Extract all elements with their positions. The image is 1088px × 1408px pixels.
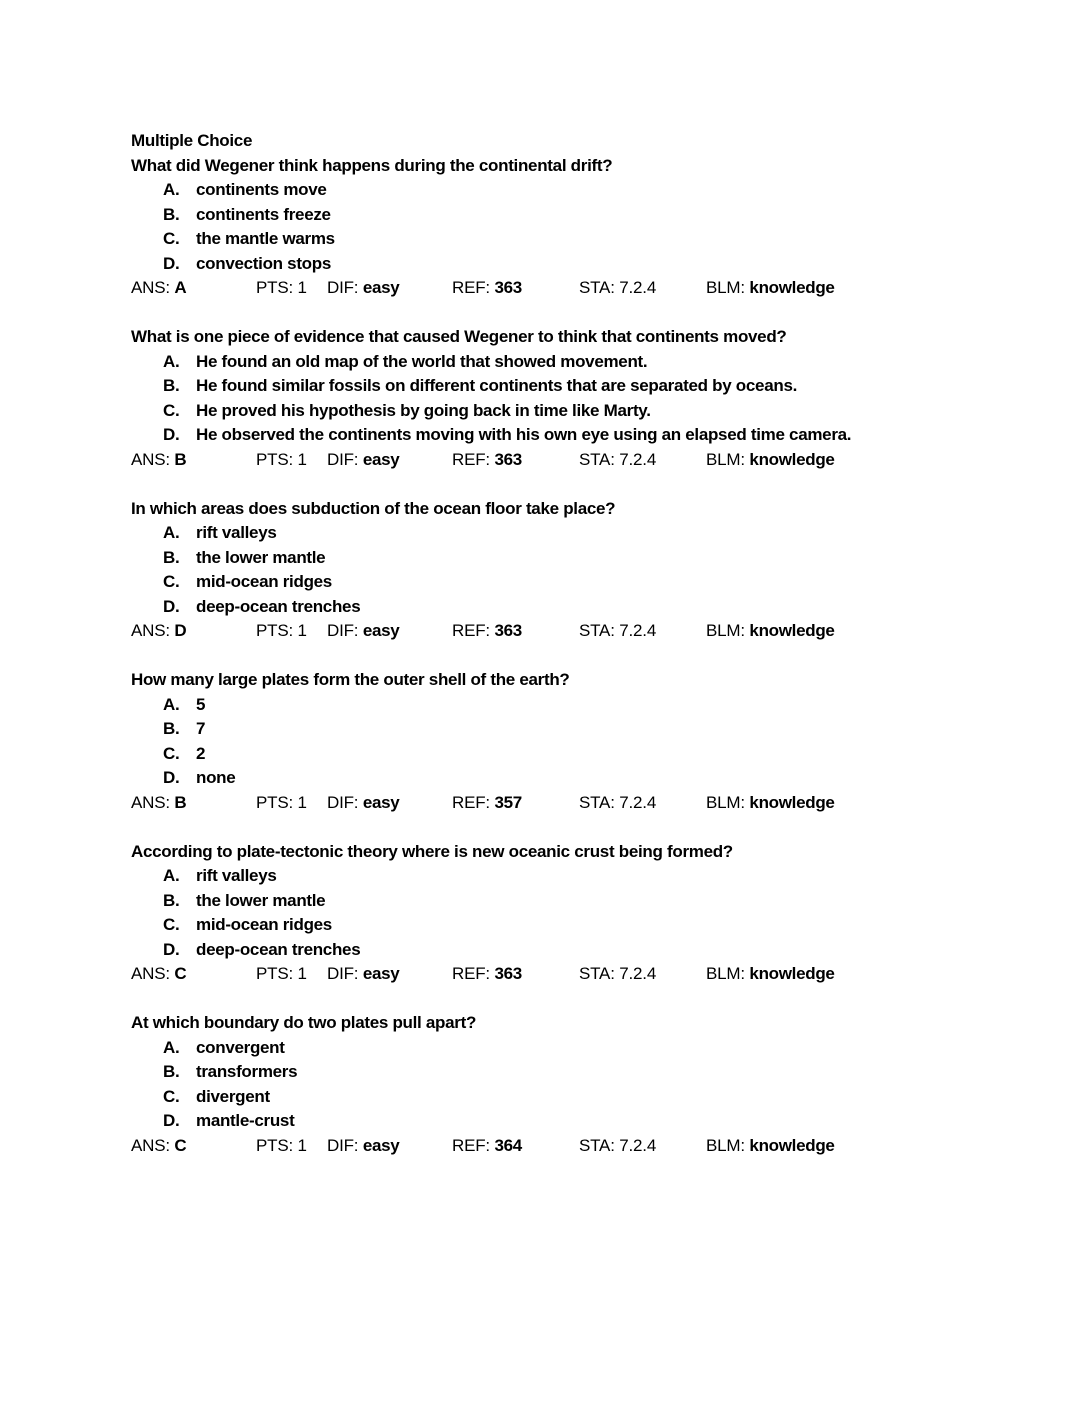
ans-label: ANS: [131,1135,170,1155]
option-letter: A. [163,1037,180,1057]
options-list [131,693,991,791]
option-letter: D. [163,596,180,616]
answer-field [131,448,186,473]
answer-field [131,276,186,301]
option-row [131,1036,991,1061]
question-block [131,325,991,472]
option-text: the lower mantle [196,547,326,567]
option-row [131,717,991,742]
option-row [131,178,991,203]
answer-metadata-row [131,619,991,644]
ans-label: ANS: [131,964,170,983]
dif-label: DIF: [327,621,359,640]
option-text: 7 [196,719,206,738]
ans-label: ANS: [131,278,170,297]
reference-field [452,276,522,301]
option-text: deep-ocean trenches [196,939,361,959]
blm-value: knowledge [749,621,835,640]
option-row [131,864,991,889]
option-text: rift valleys [196,866,277,885]
ref-label: REF: [452,792,490,812]
pts-value: 1 [297,792,307,812]
reference-field [452,619,522,644]
pts-label: PTS: [256,278,293,297]
option-text: deep-ocean trenches [196,596,361,616]
answer-field [131,962,186,987]
option-letter: D. [163,939,180,959]
blm-label: BLM: [706,278,745,297]
option-letter: B. [163,1062,180,1081]
dif-value: easy [362,964,400,983]
option-row [131,252,991,277]
sta-value: 7.2.4 [619,621,657,640]
option-text: transformers [196,1062,298,1081]
dif-label: DIF: [327,964,359,983]
answer-metadata-row [131,962,991,987]
option-letter: D. [163,1111,180,1130]
standard-field [579,619,656,644]
dif-value: easy [362,621,400,640]
standard-field [579,962,656,987]
option-letter: D. [163,768,180,787]
ref-label: REF: [452,449,490,469]
option-text: He proved his hypothesis by going back in time like Marty. [196,400,651,420]
option-row [131,423,991,448]
pts-value: 1 [297,278,307,297]
question-text: What did Wegener think happens during the continental drift? [131,155,613,175]
option-letter: B. [163,890,180,910]
option-letter: B. [163,204,180,224]
pts-value: 1 [297,621,307,640]
option-letter: B. [163,547,180,567]
option-text: mid-ocean ridges [196,915,332,934]
sta-label: STA: [579,1135,615,1155]
ans-value: B [174,792,187,812]
ref-value: 364 [494,1135,522,1155]
option-text: 2 [196,743,206,763]
sta-value: 7.2.4 [619,792,657,812]
standard-field [579,276,656,301]
bloom-field [706,962,835,987]
option-letter: C. [163,572,180,591]
dif-value: easy [362,1135,400,1155]
option-text: 5 [196,694,206,714]
ref-label: REF: [452,964,490,983]
question-text: According to plate-tectonic theory where is new oceanic crust being formed? [131,841,733,861]
sta-value: 7.2.4 [619,1135,657,1155]
pts-value: 1 [297,449,307,469]
option-letter: C. [163,1086,180,1106]
ref-value: 363 [494,964,522,983]
option-row [131,546,991,571]
question-block [131,840,991,987]
option-text: rift valleys [196,523,277,542]
bloom-field [706,448,835,473]
option-letter: A. [163,866,180,885]
blm-label: BLM: [706,964,745,983]
reference-field [452,1134,522,1159]
option-text: none [196,768,236,787]
points-field [256,1134,307,1159]
dif-label: DIF: [327,449,359,469]
blm-value: knowledge [749,1135,835,1155]
answer-metadata-row [131,1134,991,1159]
question-text: How many large plates form the outer shell of the earth? [131,670,570,689]
option-row [131,742,991,767]
points-field [256,619,307,644]
dif-value: easy [362,449,400,469]
answer-field [131,1134,186,1159]
blm-label: BLM: [706,792,745,812]
option-letter: B. [163,376,180,395]
ref-label: REF: [452,621,490,640]
pts-label: PTS: [256,621,293,640]
dif-label: DIF: [327,1135,359,1155]
ans-label: ANS: [131,792,170,812]
option-letter: C. [163,743,180,763]
reference-field [452,448,522,473]
difficulty-field [327,619,399,644]
difficulty-field [327,791,399,816]
ref-value: 363 [494,449,522,469]
option-row [131,399,991,424]
question-list [131,154,991,1159]
option-row [131,913,991,938]
answer-metadata-row [131,791,991,816]
option-row [131,693,991,718]
option-letter: A. [163,523,180,542]
option-row [131,521,991,546]
ans-label: ANS: [131,621,170,640]
options-list [131,521,991,619]
pts-label: PTS: [256,1135,293,1155]
options-list [131,350,991,448]
bloom-field [706,619,835,644]
option-row [131,766,991,791]
difficulty-field [327,962,399,987]
pts-label: PTS: [256,449,293,469]
sta-label: STA: [579,278,615,297]
option-row [131,938,991,963]
option-text: He found an old map of the world that showed movement. [196,351,648,371]
option-text: continents freeze [196,204,331,224]
blm-value: knowledge [749,449,835,469]
option-letter: A. [163,694,180,714]
bloom-field [706,791,835,816]
option-row [131,1085,991,1110]
option-text: continents move [196,180,327,199]
option-text: mid-ocean ridges [196,572,332,591]
standard-field [579,1134,656,1159]
sta-value: 7.2.4 [619,278,657,297]
options-list [131,864,991,962]
ref-label: REF: [452,1135,490,1155]
answer-metadata-row [131,276,991,301]
option-row [131,570,991,595]
ref-value: 357 [494,792,522,812]
blm-value: knowledge [749,792,835,812]
ref-value: 363 [494,621,522,640]
question-block [131,668,991,815]
points-field [256,791,307,816]
sta-label: STA: [579,792,615,812]
bloom-field [706,1134,835,1159]
options-list [131,1036,991,1134]
option-row [131,203,991,228]
option-row [131,1109,991,1134]
difficulty-field [327,276,399,301]
dif-value: easy [362,792,400,812]
document-content [131,129,991,1183]
option-text: convergent [196,1037,285,1057]
ans-value: C [174,1135,187,1155]
section-heading: Multiple Choice [131,131,253,150]
option-text: the lower mantle [196,890,326,910]
question-block [131,154,991,301]
ref-label: REF: [452,278,490,297]
option-letter: C. [163,915,180,934]
ans-value: A [174,278,187,297]
question-block [131,497,991,644]
answer-field [131,619,186,644]
answer-metadata-row [131,448,991,473]
pts-value: 1 [297,964,307,983]
points-field [256,962,307,987]
points-field [256,448,307,473]
option-letter: C. [163,400,180,420]
standard-field [579,448,656,473]
question-text: At which boundary do two plates pull apart? [131,1013,477,1032]
option-text: the mantle warms [196,229,335,248]
question-text: In which areas does subduction of the ocean floor take place? [131,498,616,518]
ans-value: C [174,964,187,983]
blm-value: knowledge [749,278,835,297]
blm-label: BLM: [706,1135,745,1155]
option-text: He found similar fossils on different continents that are separated by oceans. [196,376,798,395]
option-row [131,1060,991,1085]
option-text: convection stops [196,253,332,273]
options-list [131,178,991,276]
blm-label: BLM: [706,621,745,640]
sta-label: STA: [579,964,615,983]
bloom-field [706,276,835,301]
option-letter: A. [163,351,180,371]
option-row [131,374,991,399]
ans-label: ANS: [131,449,170,469]
standard-field [579,791,656,816]
option-text: mantle-crust [196,1111,295,1130]
reference-field [452,791,522,816]
option-letter: D. [163,253,180,273]
dif-label: DIF: [327,278,359,297]
answer-field [131,791,186,816]
option-letter: B. [163,719,180,738]
option-letter: A. [163,180,180,199]
question-text: What is one piece of evidence that caused Wegener to think that continents moved? [131,327,787,346]
option-letter: D. [163,425,180,444]
option-letter: C. [163,229,180,248]
reference-field [452,962,522,987]
option-text: divergent [196,1086,270,1106]
difficulty-field [327,448,399,473]
option-text: He observed the continents moving with his own eye using an elapsed time camera. [196,425,852,444]
dif-value: easy [362,278,400,297]
sta-label: STA: [579,449,615,469]
points-field [256,276,307,301]
option-row [131,350,991,375]
option-row [131,595,991,620]
blm-label: BLM: [706,449,745,469]
sta-value: 7.2.4 [619,449,657,469]
option-row [131,227,991,252]
question-block [131,1011,991,1158]
pts-value: 1 [297,1135,307,1155]
ans-value: B [174,449,187,469]
pts-label: PTS: [256,792,293,812]
blm-value: knowledge [749,964,835,983]
sta-label: STA: [579,621,615,640]
difficulty-field [327,1134,399,1159]
option-row [131,889,991,914]
ans-value: D [174,621,187,640]
ref-value: 363 [494,278,522,297]
dif-label: DIF: [327,792,359,812]
sta-value: 7.2.4 [619,964,657,983]
pts-label: PTS: [256,964,293,983]
